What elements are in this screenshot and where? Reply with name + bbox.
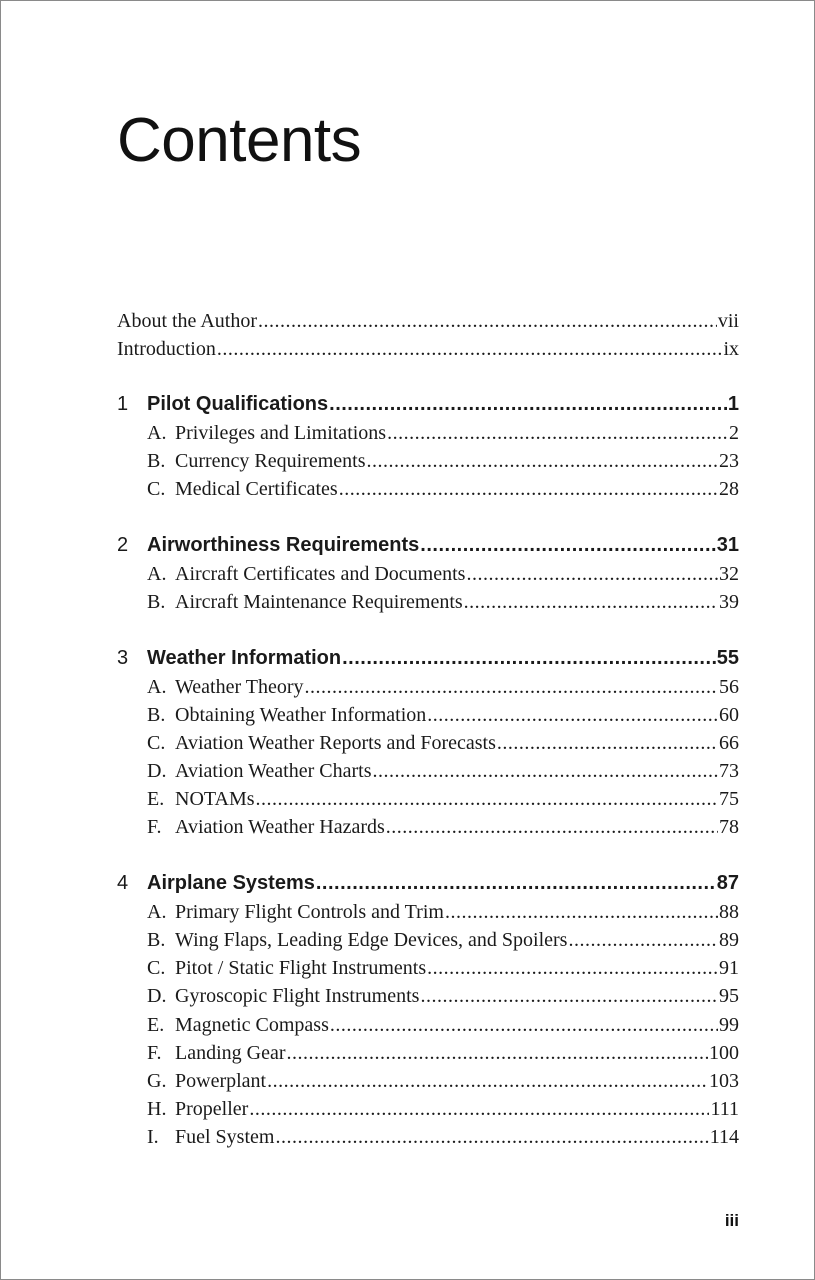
toc-section-1c[interactable] — [147, 473, 739, 501]
toc-section-4f[interactable] — [147, 1037, 739, 1065]
section-letter: A. — [147, 563, 167, 585]
section-page: 32 — [719, 563, 739, 585]
section-letter: B. — [147, 591, 166, 613]
toc-entry-page: vii — [717, 310, 739, 332]
toc-section-4h[interactable] — [147, 1093, 739, 1121]
section-title: Currency Requirements — [175, 450, 366, 472]
table-of-contents — [1, 1, 814, 1279]
section-letter: A. — [147, 422, 167, 444]
section-title: Primary Flight Controls and Trim — [175, 901, 444, 923]
section-title: Privileges and Limitations — [175, 422, 387, 444]
dot-leader — [256, 788, 718, 811]
toc-chapter-2[interactable] — [117, 529, 739, 557]
chapter-number: 3 — [117, 647, 129, 669]
section-letter: E. — [147, 1014, 165, 1036]
dot-leader — [267, 1070, 708, 1093]
section-letter: B. — [147, 929, 166, 951]
section-page: 114 — [709, 1126, 739, 1148]
toc-section-3a[interactable] — [147, 671, 739, 699]
section-letter: D. — [147, 985, 167, 1007]
section-letter: E. — [147, 788, 165, 810]
toc-section-2b[interactable] — [147, 586, 739, 614]
section-title: Obtaining Weather Information — [175, 704, 427, 726]
toc-entry-page: ix — [723, 338, 739, 360]
section-page: 111 — [710, 1098, 739, 1120]
chapter-number: 2 — [117, 534, 129, 556]
chapter-number: 4 — [117, 872, 129, 894]
section-title: Powerplant — [175, 1070, 267, 1092]
toc-entry-label: About the Author — [117, 310, 257, 332]
dot-leader — [445, 901, 718, 924]
chapter-title: Weather Information — [147, 647, 342, 669]
dot-leader — [305, 676, 718, 699]
section-title: Aircraft Maintenance Requirements — [175, 591, 463, 613]
chapter-page: 31 — [716, 534, 739, 556]
toc-section-4d[interactable] — [147, 980, 739, 1008]
section-letter: F. — [147, 1042, 162, 1064]
chapter-number: 1 — [117, 393, 129, 415]
section-title: Aircraft Certificates and Documents — [175, 563, 466, 585]
section-page: 73 — [719, 760, 739, 782]
dot-leader — [497, 732, 718, 755]
chapter-page: 87 — [716, 872, 739, 894]
toc-section-1b[interactable] — [147, 445, 739, 473]
section-page: 66 — [719, 732, 739, 754]
toc-section-4e[interactable] — [147, 1009, 739, 1037]
chapter-title: Airplane Systems — [147, 872, 315, 894]
section-title: Gyroscopic Flight Instruments — [175, 985, 420, 1007]
section-title: Weather Theory — [175, 676, 304, 698]
section-title: Aviation Weather Charts — [175, 760, 372, 782]
toc-section-4g[interactable] — [147, 1065, 739, 1093]
toc-section-3c[interactable] — [147, 727, 739, 755]
section-page: 75 — [719, 788, 739, 810]
section-page: 103 — [709, 1070, 739, 1092]
dot-leader — [367, 450, 719, 473]
section-page: 28 — [719, 478, 739, 500]
dot-leader — [342, 647, 716, 670]
section-title: Aviation Weather Hazards — [175, 816, 385, 838]
toc-section-3d[interactable] — [147, 755, 739, 783]
section-letter: B. — [147, 450, 166, 472]
section-page: 78 — [719, 816, 739, 838]
toc-section-4i[interactable] — [147, 1121, 739, 1149]
dot-leader — [386, 816, 718, 839]
dot-leader — [568, 929, 718, 952]
section-letter: G. — [147, 1070, 167, 1092]
section-page: 91 — [719, 957, 739, 979]
toc-section-4c[interactable] — [147, 952, 739, 980]
section-page: 23 — [719, 450, 739, 472]
chapter-title: Pilot Qualifications — [147, 393, 329, 415]
toc-section-3e[interactable] — [147, 783, 739, 811]
section-title: NOTAMs — [175, 788, 255, 810]
dot-leader — [427, 957, 718, 980]
chapter-page: 55 — [716, 647, 739, 669]
toc-section-3b[interactable] — [147, 699, 739, 727]
section-letter: C. — [147, 732, 166, 754]
toc-entry-introduction[interactable] — [117, 333, 739, 361]
section-page: 60 — [719, 704, 739, 726]
section-letter: D. — [147, 760, 167, 782]
page-title: Contents — [117, 106, 362, 175]
dot-leader — [387, 422, 728, 445]
dot-leader — [316, 872, 716, 895]
toc-chapter-4[interactable] — [117, 867, 739, 895]
chapter-title: Airworthiness Requirements — [147, 534, 420, 556]
dot-leader — [258, 310, 717, 333]
section-title: Landing Gear — [175, 1042, 286, 1064]
section-page: 89 — [719, 929, 739, 951]
dot-leader — [466, 563, 718, 586]
section-title: Wing Flaps, Leading Edge Devices, and Spoilers — [175, 929, 568, 951]
section-page: 99 — [719, 1014, 739, 1036]
section-letter: C. — [147, 478, 166, 500]
section-title: Medical Certificates — [175, 478, 338, 500]
dot-leader — [330, 1014, 718, 1037]
toc-chapter-3[interactable] — [117, 642, 739, 670]
section-page: 100 — [709, 1042, 739, 1064]
section-page: 39 — [719, 591, 739, 613]
toc-entry-about-the-author[interactable] — [117, 305, 739, 333]
section-page: 88 — [719, 901, 739, 923]
dot-leader — [287, 1042, 708, 1065]
chapter-page: 1 — [727, 393, 739, 415]
section-page: 95 — [719, 985, 739, 1007]
dot-leader — [339, 478, 718, 501]
section-title: Aviation Weather Reports and Forecasts — [175, 732, 496, 754]
section-letter: H. — [147, 1098, 167, 1120]
section-letter: I. — [147, 1126, 159, 1148]
dot-leader — [217, 338, 723, 361]
section-title: Magnetic Compass — [175, 1014, 329, 1036]
section-letter: A. — [147, 676, 167, 698]
page-folio: iii — [724, 1211, 739, 1230]
section-letter: C. — [147, 957, 166, 979]
toc-section-4a[interactable] — [147, 896, 739, 924]
dot-leader — [329, 393, 727, 416]
section-page: 56 — [719, 676, 739, 698]
section-letter: A. — [147, 901, 167, 923]
toc-chapter-1[interactable] — [117, 388, 739, 416]
dot-leader — [420, 985, 718, 1008]
dot-leader — [420, 534, 715, 557]
dot-leader — [464, 591, 718, 614]
toc-entry-label: Introduction — [117, 338, 216, 360]
toc-section-2a[interactable] — [147, 558, 739, 586]
section-title: Propeller — [175, 1098, 249, 1120]
section-title: Pitot / Static Flight Instruments — [175, 957, 427, 979]
toc-section-1a[interactable] — [147, 417, 739, 445]
dot-leader — [249, 1098, 709, 1121]
section-letter: F. — [147, 816, 162, 838]
toc-section-4b[interactable] — [147, 924, 739, 952]
dot-leader — [372, 760, 718, 783]
toc-section-3f[interactable] — [147, 811, 739, 839]
section-title: Fuel System — [175, 1126, 275, 1148]
dot-leader — [275, 1126, 708, 1149]
dot-leader — [427, 704, 718, 727]
section-letter: B. — [147, 704, 166, 726]
section-page: 2 — [729, 422, 739, 444]
